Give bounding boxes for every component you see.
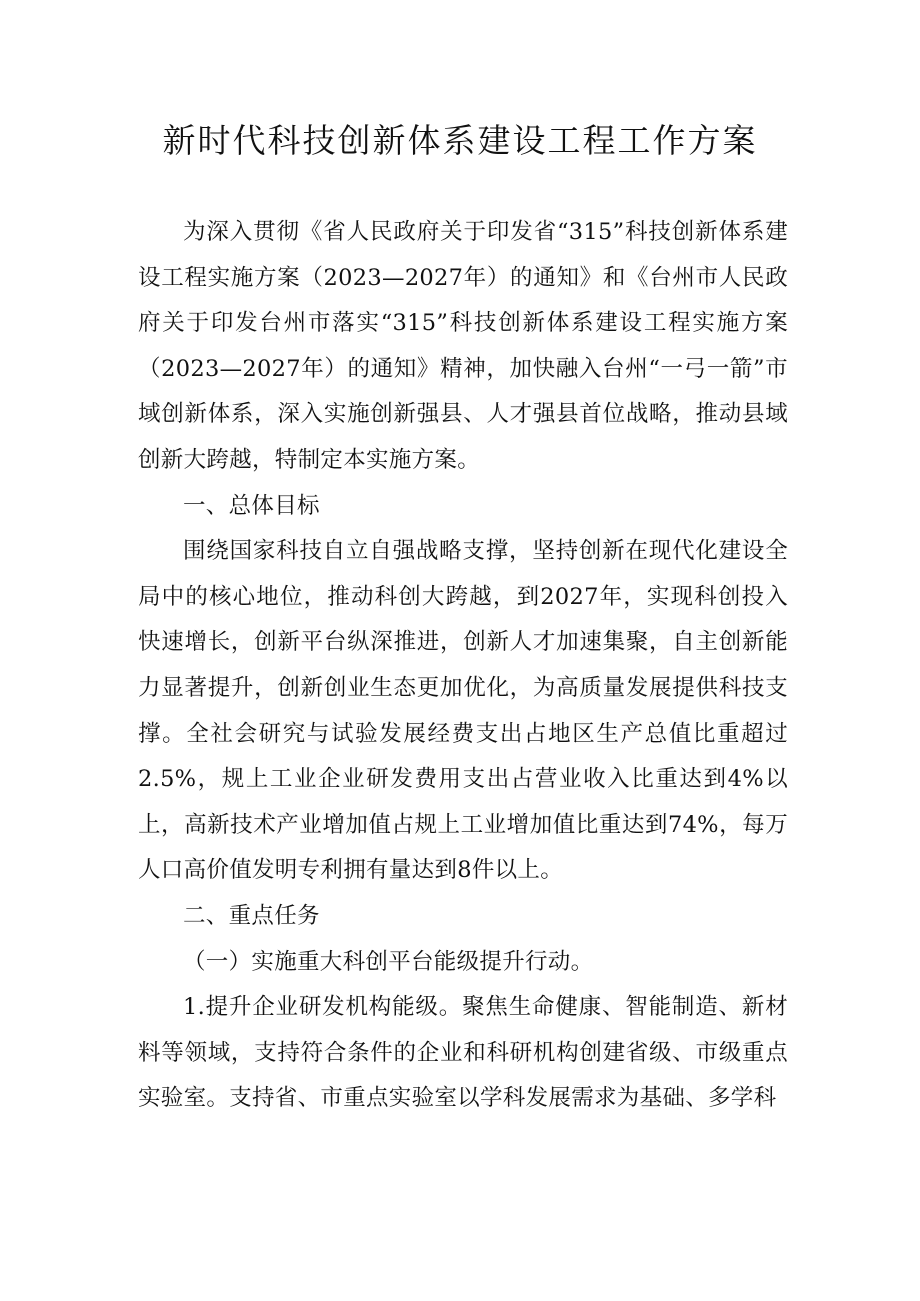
document-body	[138, 210, 788, 1122]
subsection-heading-platform-upgrade: （一）实施重大科创平台能级提升行动。	[183, 948, 594, 975]
section-heading-overall-goals: 一、总体目标	[183, 492, 320, 519]
task-paragraph-1: 1.提升企业研发机构能级。聚焦生命健康、智能制造、新材料等领域，支持符合条件的企业和科研机构创建省级、市级重点实验室。支持省、市重点实验室以学科发展需求为基础、多学科	[138, 994, 788, 1112]
intro-paragraph: 为深入贯彻《省人民政府关于印发省“315”科技创新体系建设工程实施方案（2023—2027年）的通知》和《台州市人民政府关于印发台州市落实“315”科技创新体系建设工程实施方案（2023—2027年）的通知》精神，加快融入台州“一弓一箭”市域创新体系，深入实施创新强县、人才强县首位战略，推动县域创新大跨越，特制定本实施方案。	[138, 219, 788, 473]
section-heading-key-tasks: 二、重点任务	[183, 902, 320, 929]
goals-paragraph: 围绕国家科技自立自强战略支撑，坚持创新在现代化建设全局中的核心地位，推动科创大跨越，到2027年，实现科创投入快速增长，创新平台纵深推进，创新人才加速集聚，自主创新能力显著提升，创新创业生态更加优化，为高质量发展提供科技支撑。全社会研究与试验发展经费支出占地区生产总值比重超过2.5%，规上工业企业研发费用支出占营业收入比重达到4%以上，高新技术产业增加值占规上工业增加值比重达到74%，每万人口高价值发明专利拥有量达到8件以上。	[138, 538, 788, 884]
document-title: 新时代科技创新体系建设工程工作方案	[162, 121, 758, 160]
